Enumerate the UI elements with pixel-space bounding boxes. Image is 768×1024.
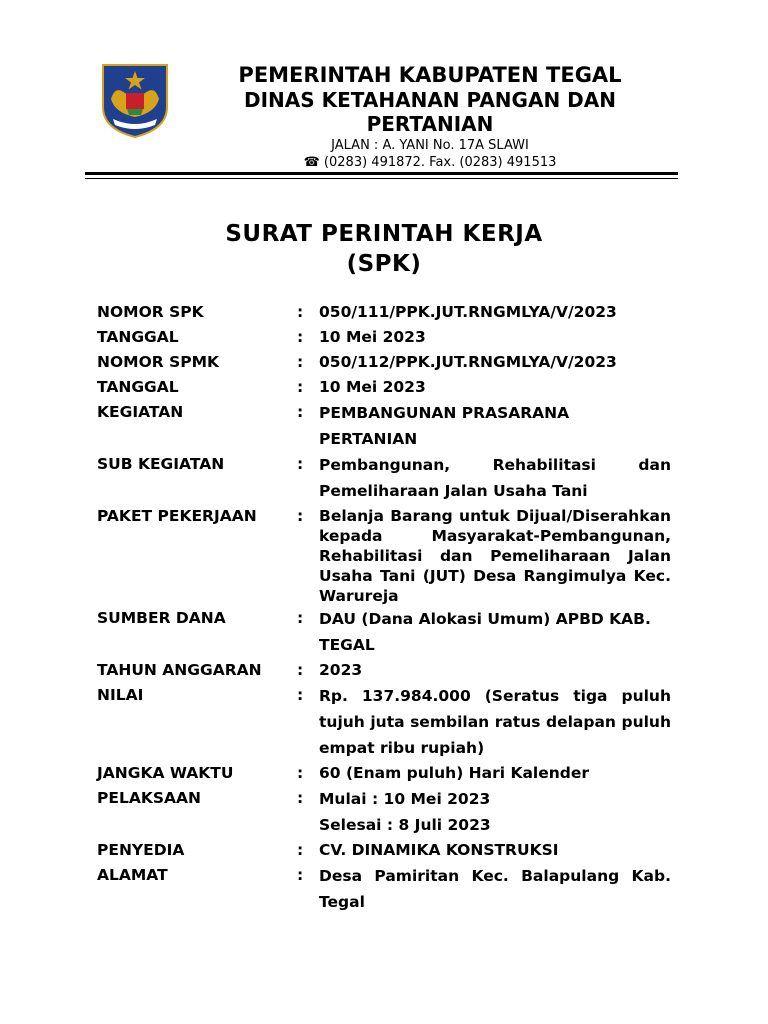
field-colon: : [297,303,304,321]
field-colon: : [297,378,304,396]
field-label: PENYEDIA [97,841,185,859]
field-colon: : [297,789,304,807]
field-label: NOMOR SPMK [97,353,220,371]
field-nilai [97,683,671,761]
field-label: JANGKA WAKTU [97,764,234,782]
office-address: JALAN : A. YANI No. 17A SLAWI [331,138,529,153]
field-value: 10 Mei 2023 [319,378,426,396]
agency-title: DINAS KETAHANAN PANGAN DAN [244,88,616,112]
field-label: TANGGAL [97,328,179,346]
field-sumber-dana [97,606,671,658]
letterhead [190,62,670,170]
office-phone-fax: ☎ (0283) 491872. Fax. (0283) 491513 [303,155,557,170]
field-label: SUMBER DANA [97,609,226,627]
field-colon: : [297,507,304,525]
field-value: 050/112/PPK.JUT.RNGMLYA/V/2023 [319,353,617,371]
field-colon: : [297,866,304,884]
field-value: 60 (Enam puluh) Hari Kalender [319,764,590,782]
field-colon: : [297,841,304,859]
kabupaten-tegal-emblem [101,63,169,139]
field-colon: : [297,609,304,627]
field-kegiatan [97,400,671,452]
letterhead-divider-thin [85,178,678,179]
field-value: 10 Mei 2023 [319,328,426,346]
agency-title-cont: PERTANIAN [366,112,494,136]
document-title-line1: SURAT PERINTAH KERJA [225,221,543,247]
field-value [319,786,671,838]
field-label: ALAMAT [97,866,168,884]
field-value: Belanja Barang untuk Dijual/Diserahkan kepada Masyarakat-Pembangunan, Rehabilitasi dan Pemeliharaan Jalan Usaha Tani (JUT) Desa Rangimulya Kec. Warureja [319,507,671,605]
government-title: PEMERINTAH KABUPATEN TEGAL [238,63,622,87]
field-nomor-spk [97,300,671,325]
letterhead-divider-thick [85,172,678,175]
field-label: TAHUN ANGGARAN [97,661,262,679]
document-title [0,219,768,279]
field-jangka-waktu [97,761,671,786]
field-sub-kegiatan [97,452,671,504]
field-label: SUB KEGIATAN [97,455,225,473]
pelaksaan-start: Mulai : 10 Mei 2023 [319,790,491,808]
field-label: NILAI [97,686,144,704]
field-value: 050/111/PPK.JUT.RNGMLYA/V/2023 [319,303,617,321]
field-value: Desa Pamiritan Kec. Balapulang Kab. Tegal [319,867,671,911]
document-title-line2: (SPK) [346,251,422,277]
field-colon: : [297,661,304,679]
field-value: CV. DINAMIKA KONSTRUKSI [319,841,559,859]
field-tanggal-spk [97,325,671,350]
field-alamat [97,863,671,915]
field-colon: : [297,353,304,371]
field-pelaksaan [97,786,671,838]
field-colon: : [297,686,304,704]
field-nomor-spmk [97,350,671,375]
field-value: 2023 [319,661,363,679]
field-colon: : [297,455,304,473]
field-label: PELAKSAAN [97,789,201,807]
field-paket-pekerjaan [97,504,671,606]
field-label: TANGGAL [97,378,179,396]
field-tahun-anggaran [97,658,671,683]
pelaksaan-end: Selesai : 8 Juli 2023 [319,816,491,834]
field-colon: : [297,328,304,346]
field-value: Rp. 137.984.000 (Seratus tiga puluh tujuh juta sembilan ratus delapan puluh empat ribu rupiah) [319,687,671,757]
field-value: PEMBANGUNAN PRASARANA PERTANIAN [319,404,570,448]
spk-details [97,300,671,915]
field-penyedia [97,838,671,863]
field-colon: : [297,764,304,782]
field-value: Pembangunan, Rehabilitasi dan Pemeliharaan Jalan Usaha Tani [319,456,671,500]
field-tanggal-spmk [97,375,671,400]
field-label: KEGIATAN [97,403,184,421]
field-label: NOMOR SPK [97,303,204,321]
field-value: DAU (Dana Alokasi Umum) APBD KAB. TEGAL [319,610,651,654]
field-colon: : [297,403,304,421]
field-label: PAKET PEKERJAAN [97,507,257,525]
